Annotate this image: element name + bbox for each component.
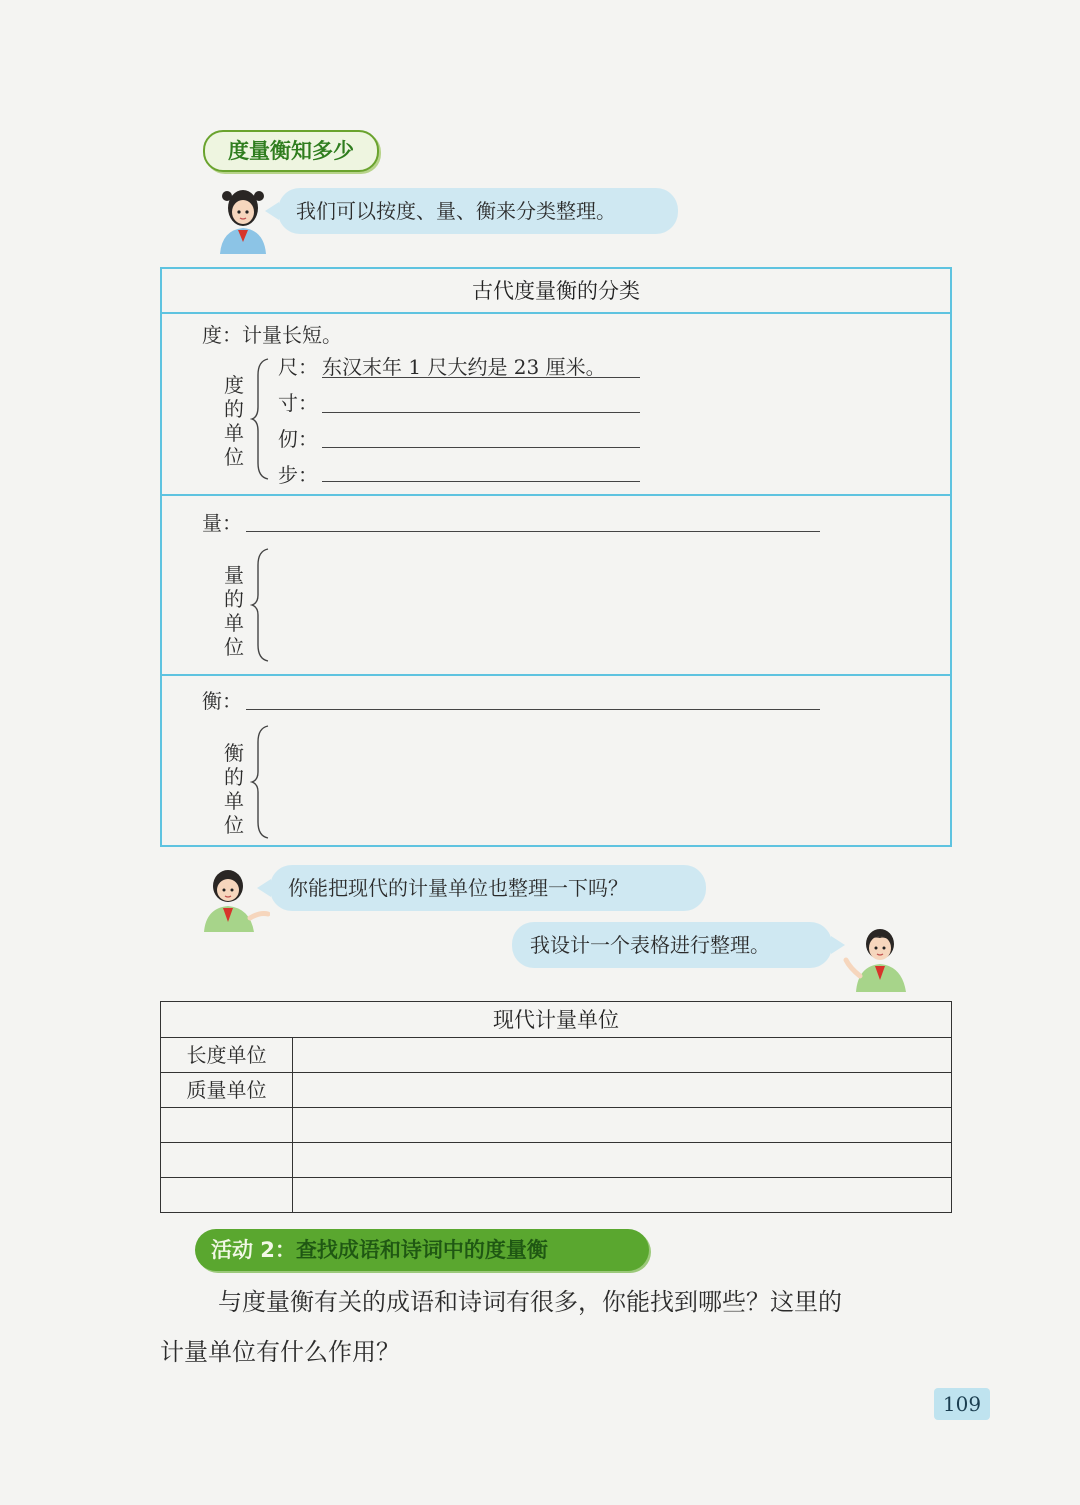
row-blank-2[interactable] — [161, 1143, 292, 1178]
liang-label: 量： — [202, 511, 242, 535]
unit-chi-label: 尺： — [278, 355, 318, 379]
unit-cun-blank[interactable] — [322, 412, 640, 413]
activity-title: 查找成语和诗词中的度量衡 — [295, 1238, 548, 1262]
speech-bubble-3 — [512, 922, 832, 968]
speech-text-2: 你能把现代的计量单位也整理一下吗？ — [288, 876, 628, 900]
unit-bu-blank[interactable] — [322, 481, 640, 482]
unit-ren-label: 仞： — [278, 427, 318, 451]
boy-character-illustration — [842, 922, 912, 992]
ancient-measure-table — [160, 267, 952, 847]
liang-units-label: 量的单位 — [224, 563, 244, 659]
girl-character-illustration — [214, 184, 272, 254]
paragraph-line-1: 与度量衡有关的成语和诗词有很多，你能找到哪些？这里的 — [218, 1288, 842, 1316]
speech-bubble-2 — [270, 865, 706, 911]
unit-bu-label: 步： — [278, 463, 318, 487]
liang-brace — [250, 547, 272, 663]
row-blank-3[interactable] — [161, 1178, 292, 1213]
speech-text-3: 我设计一个表格进行整理。 — [530, 933, 770, 957]
section-title: 度量衡知多少 — [203, 130, 379, 172]
unit-cun-label: 寸： — [278, 391, 318, 415]
unit-chi-value: 东汉末年 1 尺大约是 23 厘米。 — [322, 355, 606, 379]
heng-label: 衡： — [202, 689, 242, 713]
activity-2-heading — [195, 1229, 649, 1271]
heng-brace — [250, 724, 272, 840]
girl-character-illustration-2 — [198, 866, 270, 932]
speech-bubble-1 — [278, 188, 678, 234]
modern-units-table — [160, 1001, 952, 1213]
du-brace — [250, 357, 272, 481]
row-mass-units: 质量单位 — [186, 1078, 267, 1102]
heng-units-label: 衡的单位 — [224, 741, 244, 837]
du-units-label: 度的单位 — [224, 373, 244, 469]
modern-table-title: 现代计量单位 — [493, 1008, 619, 1032]
row-length-units: 长度单位 — [186, 1043, 267, 1067]
du-definition: 度：计量长短。 — [202, 323, 342, 347]
ancient-table-title: 古代度量衡的分类 — [472, 279, 640, 303]
heng-blank[interactable] — [246, 709, 820, 710]
activity-prefix: 活动 2： — [211, 1238, 296, 1262]
page-number: 109 — [934, 1388, 990, 1420]
unit-ren-blank[interactable] — [322, 447, 640, 448]
row-blank-1[interactable] — [161, 1108, 292, 1143]
speech-text-1: 我们可以按度、量、衡来分类整理。 — [296, 199, 616, 223]
paragraph-line-2: 计量单位有什么作用？ — [160, 1338, 400, 1366]
liang-blank[interactable] — [246, 531, 820, 532]
